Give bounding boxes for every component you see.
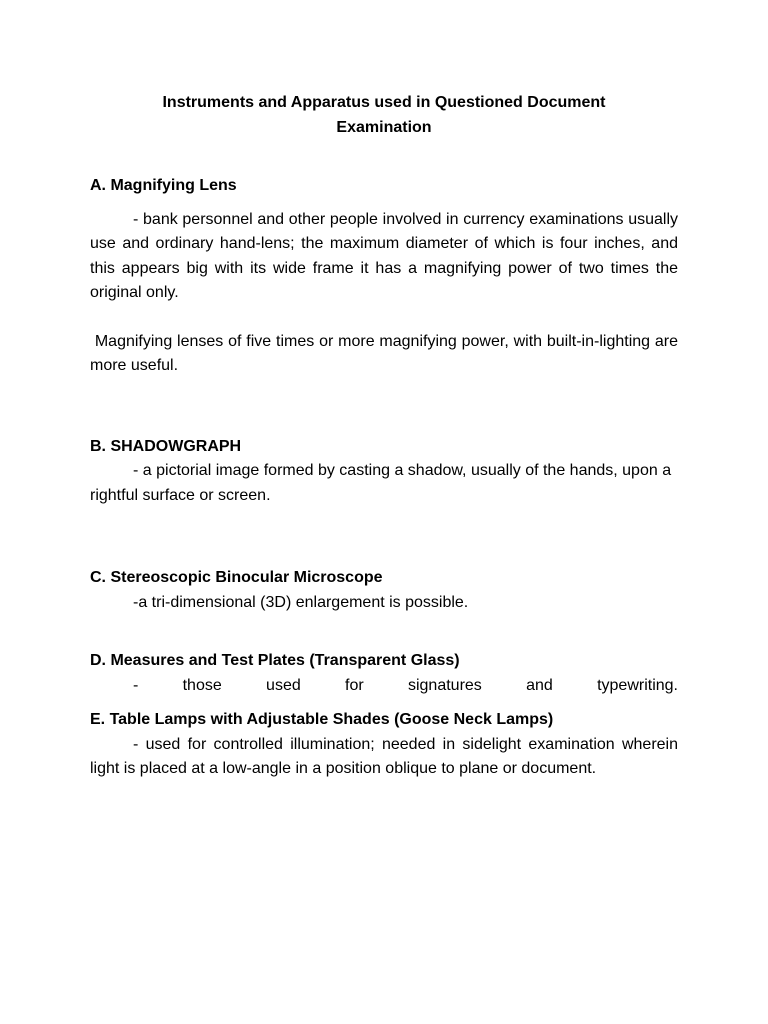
section-measures-test-plates (90, 649, 678, 698)
section-heading: C. Stereoscopic Binocular Microscope (90, 569, 383, 586)
document-title-line-2: Examination (336, 118, 432, 136)
section-paragraph: -a tri-dimensional (3D) enlargement is possible. (133, 593, 469, 611)
section-paragraph: - bank personnel and other people involved in currency examinations usually use and ordinary hand-lens; the maximum diameter of which is four inches, and this appears big with its wide frame it has a magnifying power of two times the original only. (90, 210, 678, 301)
section-table-lamps (90, 708, 678, 782)
document-page (90, 91, 683, 782)
section-paragraph: Magnifying lenses of five times or more magnifying power, with built-in-lighting are more useful. (90, 332, 683, 374)
section-magnifying-lens (90, 174, 683, 379)
section-paragraph: - those used for signatures and typewriting. (133, 676, 678, 694)
section-paragraph: - used for controlled illumination; needed in sidelight examination wherein light is placed at a low-angle in a position oblique to plane or document. (90, 735, 678, 777)
section-shadowgraph (90, 435, 678, 509)
section-heading: D. Measures and Test Plates (Transparent Glass) (90, 652, 460, 669)
section-heading: B. SHADOWGRAPH (90, 437, 242, 455)
section-heading: A. Magnifying Lens (90, 177, 237, 194)
section-stereoscopic-microscope (90, 566, 678, 615)
document-title-line-1: Instruments and Apparatus used in Questioned Document (162, 94, 606, 111)
section-heading: E. Table Lamps with Adjustable Shades (Goose Neck Lamps) (90, 711, 554, 728)
section-paragraph: - a pictorial image formed by casting a shadow, usually of the hands, upon a rightful surface or screen. (90, 462, 672, 504)
